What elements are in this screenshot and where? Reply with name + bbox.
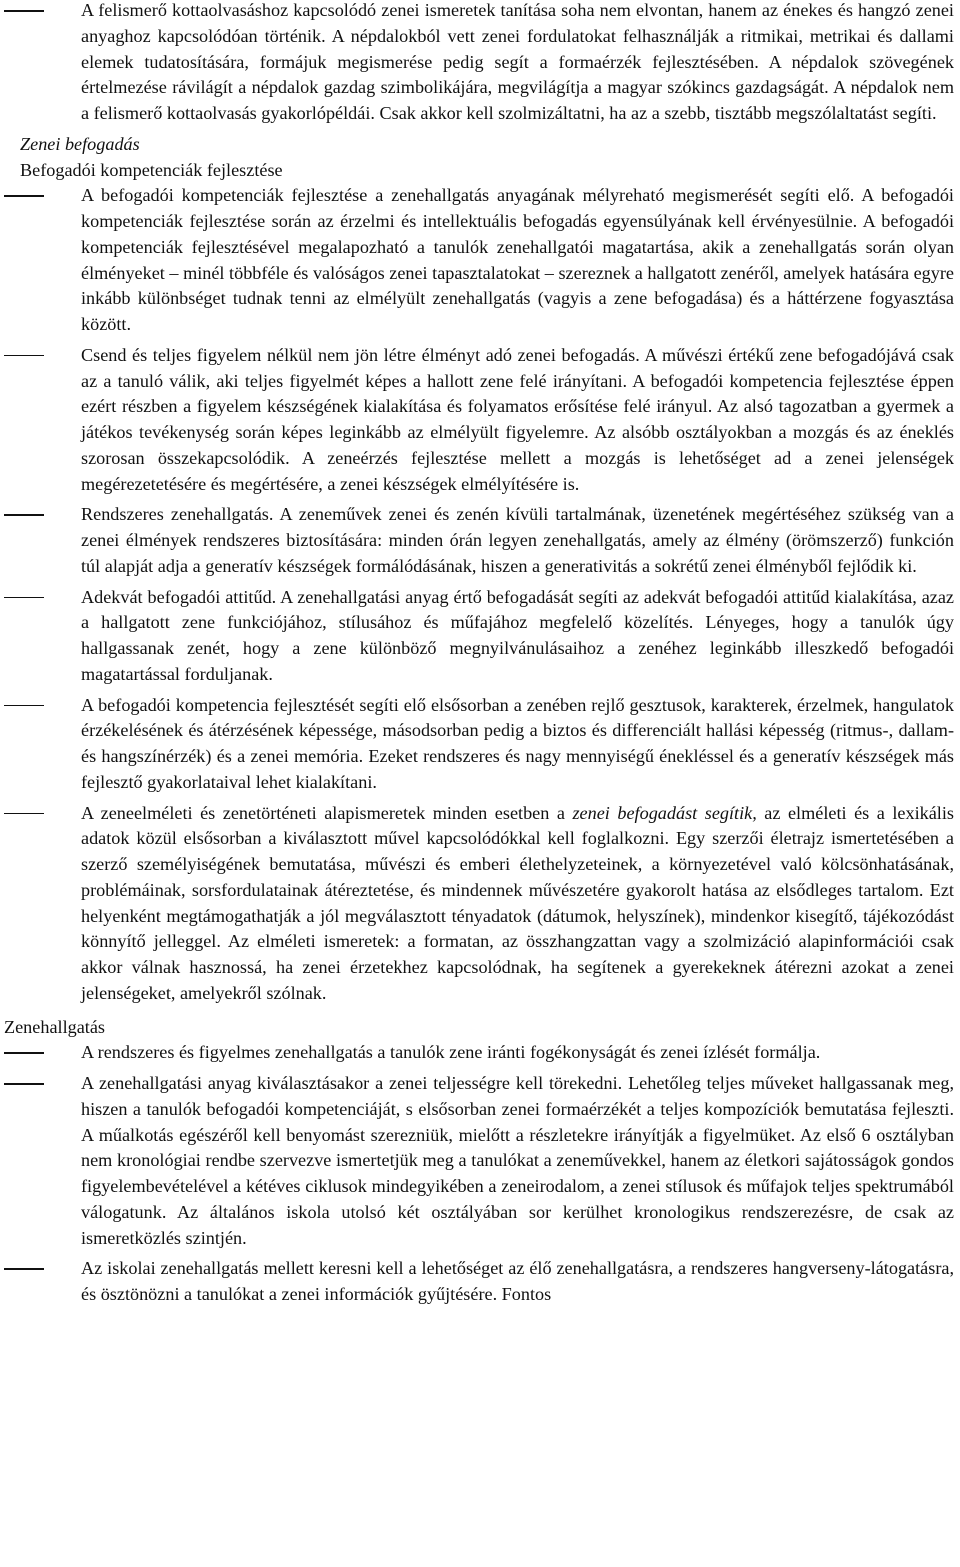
list-item [81, 1040, 954, 1066]
paragraph-text: Rendszeres zenehallgatás. A zeneművek zenei és zenén kívüli tartalmának, üzenetének megértéséhez szükség van a zenei élmények rendszeres biztosítására: minden órán legyen zenehallgatás, amely az élmény (örömszerző) funkción túl alapját adja a generatív készségek formálódásának, hiszen a generativitás a sokrétű zenei élményből fejlődik ki. [81, 504, 954, 576]
list-item [81, 502, 954, 579]
bullet-dash [4, 195, 44, 197]
bullet-dash [4, 10, 44, 12]
list-item [81, 693, 954, 796]
list-item [81, 343, 954, 498]
section-heading: Zenehallgatás [4, 1016, 105, 1037]
list-item [81, 1256, 954, 1308]
section-subheading: Befogadói kompetenciák fejlesztése [20, 159, 283, 180]
bullet-dash [4, 355, 44, 357]
bullet-dash [4, 597, 44, 599]
list-item [81, 585, 954, 688]
paragraph-text: A felismerő kottaolvasáshoz kapcsolódó zenei ismeretek tanítása soha nem elvontan, hanem az énekes és hangzó zenei anyaghoz kapcsolódóan történik. A népdalokból vett zenei fordulatokat felhasználják a ritmikai, metrikai és dallami elemek tudatosítására, formájuk megismerése pedig segít a formaérzék fejlesztésében. A népdalok szövegének értelmezése rávilágít a népdalok gazdag szimbolikájára, megvilágítja a magyar szókincs gazdagságát. A népdalok nem a felismerő kottaolvasás gyakorlópéldái. Csak akkor kell szolmizáltatni, ha az a szebb, tisztább megszólaltatást segíti. [81, 0, 954, 123]
bullet-dash [4, 1083, 44, 1085]
emphasized-text: zenei befogadást segítik, [572, 802, 757, 823]
bullet-dash [4, 1052, 44, 1054]
bullet-dash [4, 1268, 44, 1270]
paragraph-text: Az iskolai zenehallgatás mellett keresni kell a lehetőséget az élő zenehallgatásra, a rendszeres hangverseny-látogatásra, és ösztönözni a tanulókat a zenei információk gyűjtésére. Fontos [81, 1258, 954, 1304]
paragraph-text: A zenehallgatási anyag kiválasztásakor a zenei teljességre kell törekedni. Lehetőleg teljes műveket hallgassanak meg, hiszen a tanulók befogadói kompetenciáját, s elsősorban zenei formaérzékét a teljes kompozíciók bemutatása fejleszti. A műalkotás egészéről kell benyomást szerezniük, mielőtt a részletekre irányítják a figyelmüket. Az első 6 osztályban nem kronológiai rendbe szervezve ismertetjük meg a tanulókat a zeneművekkel, hanem az életkori sajátosságok gondos figyelembevételével a kétéves ciklusok mindegyikében a zeneirodalom, a zenei stílusok és műfajok teljes spektrumából válogatunk. Az általános iskola utolsó két osztályában sor kerülhet kronologikus rendszerezésre, de csak az ismeretközlés szintjén. [81, 1073, 954, 1248]
list-item [81, 801, 954, 1007]
list-item [81, 1071, 954, 1251]
paragraph-text: Csend és teljes figyelem nélkül nem jön létre élményt adó zenei befogadás. A művészi értékű zene befogadójává csak az a tanuló válik, aki teljes figyelmét képes a hallott zene felé irányítani. A befogadói kompetencia fejlesztése éppen ezért részben a figyelem készségének kialakítása és folyamatos erősítése felé irányul. Az alsó tagozatban a gyermek a játékos tevékenység során képes leginkább az elmélyült figyelemre. Az alsóbb osztályokban a mozgás és az éneklés szorosan összekapcsolódik. A zeneérzés fejlesztése mellett a mozgás is lehetőséget ad a zenei jelenségek megérezetetésére és megértésére, a zenei készségek elmélyítésére is. [81, 344, 954, 494]
bullet-dash [4, 705, 44, 707]
list-item [81, 0, 954, 127]
list-item [81, 183, 954, 338]
paragraph-text: Adekvát befogadói attitűd. A zenehallgatási anyag értő befogadását segíti az adekvát befogadói attitűd kialakítása, azaz a hallgatott zene funkciójához, stílusához és műfajához megfelelő közelítés. Lényeges, hogy a tanulók úgy hallgassanak zenét, hogy a zene különböző megnyilvánulásaihoz a zenéhez leginkább illeszkedő befogadói magatartással forduljanak. [81, 586, 954, 684]
bullet-dash [4, 514, 44, 516]
paragraph-text: A rendszeres és figyelmes zenehallgatás a tanulók zene iránti fogékonyságát és zenei ízlését formálja. [81, 1042, 821, 1063]
section-heading: Zenei befogadás [20, 133, 140, 154]
paragraph-text: A befogadói kompetencia fejlesztését segíti elő elsősorban a zenében rejlő gesztusok, karakterek, érzelmek, hangulatok érzékelésének és átérzésének képessége, másodsorban pedig a biztos és differenciált hallási képesség (ritmus-, dallam- és hangszínérzék) és a zenei memória. Ezeket rendszeres és nagy mennyiségű énekléssel és a generatív készségek más fejlesztő gyakorlataival lehet kialakítani. [81, 694, 954, 792]
paragraph-text: A befogadói kompetenciák fejlesztése a zenehallgatás anyagának mélyreható megismerését segíti elő. A befogadói kompetenciák fejlesztése során az érzelmi és intellektuális befogadás egyensúlyának kell érvényesülnie. A befogadói kompetenciák fejlesztésével megalapozható a tanulók zenehallgatói magatartása, akik a zenehallgatás során olyan élményeket – minél többféle és valóságos zenei tapasztalatokat – szereznek a hallgatott zenéről, amelyek hatására egyre inkább különbséget tudnak tenni az elmélyült zenehallgatás (vagyis a zene befogadása) és a háttérzene fogyasztása között. [81, 185, 954, 334]
paragraph-text-start: A zeneelméleti és zenetörténeti alapismeretek minden esetben a [81, 802, 573, 823]
paragraph-text-end: az elméleti és a lexikális adatok közül elsősorban a kiválasztott művel kapcsolódókkal kell foglalkozni. Egy szerzői életrajz ismertetésében a szerző személyiségének bemutatása, művészi és emberi élethelyzeteinek, a környezetével való kölcsönhatásának, problémáinak, sorsfordulatainak átéreztetése, és mindennek művészetére gyakorolt hatása az elsődleges tartalom. Ezt helyenként megtámogathatják a jól megválasztott tényadatok (dátumok, helyszínek), mindenkor kisegítő, tájékozódást könnyítő jelleggel. Az elméleti ismeretek: a formatan, az összhangzattan vagy a szolmizáció alapinformációi csak akkor válnak hasznossá, ha zenei érzetekhez kapcsolódnak, ha segítenek a gyerekeknek átérezni azokat a zenei jelenségeket, amelyekről szólnak. [81, 802, 954, 1003]
bullet-dash [4, 813, 44, 815]
